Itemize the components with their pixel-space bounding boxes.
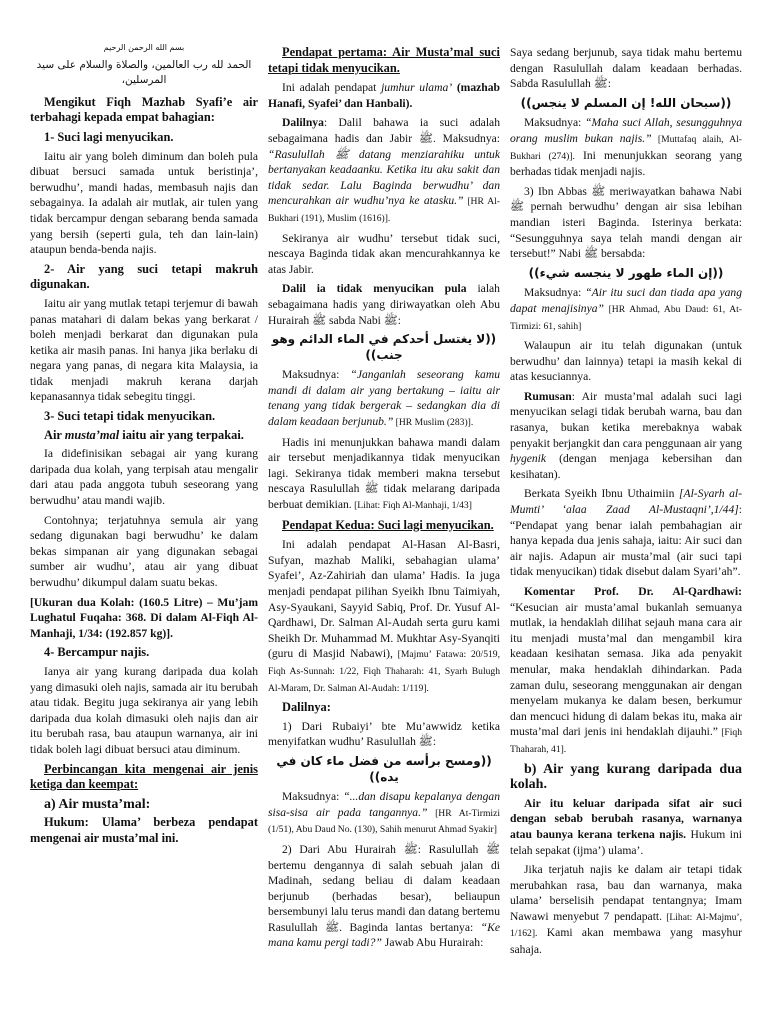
hadith-arabic-4: ((إن الماء طهور لا ينجسه شيء))	[528, 265, 724, 280]
komentar-text: “Kesucian air musta’amal bukanlah semuanya mutlak, ia hendaklah dilihat sejauh mana cara air itu menjadi musta’mal dan mengambil kira keadaan kesihatan semasa. Jika ada penyakit menular, maka hendaklah dihindarkan. Pada zaman dulu, seseorang menggunakan air dengan menyelam mukanya ke dalam besen, berkumur dan mencuci hidung di dalam bekas itu, maka air musta’mal dari jenis ini hendaklah dijauhi.”	[510, 600, 742, 739]
paragraph-definisi: Ia didefinisikan sebagai air yang kurang daripada dua kolah, yang terpisah atau mengalir dari atau pada anggota tubuh seseorang yang berwudhu’ atau mandi wajib.	[30, 447, 258, 508]
paragraph-pendapat-kedua	[268, 537, 500, 696]
hamdalah-arabic: الحمد لله رب العالمين، والصلاة والسلام على سيد المرسلين،	[36, 58, 252, 87]
section-a-heading: a) Air musta’mal:	[44, 796, 151, 812]
maksud-1-ref: [HR Muslim (283)].	[393, 417, 474, 429]
maksud-3-post: Ini menunjukkan seorang yang berhadas tidak menjadi najis.	[510, 148, 742, 179]
maksud-1-pre: Maksudnya:	[282, 368, 351, 382]
maksud-3-ref: [Muttafaq alaih, Al-Bukhari (274)].	[510, 133, 743, 162]
dalil-jabir-text: : Dalil bahawa ia suci adalah sebagaimana hadis dan Jabir ﷺ. Maksudnya:	[268, 116, 500, 145]
perbincangan-heading: Perbincangan kita mengenai air jenis ketiga dan keempat:	[30, 761, 258, 792]
maksud-4-quote: “Air itu suci dan tiada apa yang dapat menajisinya”	[510, 286, 743, 315]
jika-terjatuh-post: Kami akan membawa yang masyhur sahaja.	[510, 926, 742, 957]
abu-hurairah-post: Jawab Abu Hurairah:	[381, 936, 484, 950]
abu-hurairah-pre: 2) Dari Abu Hurairah ﷺ: Rasulullah ﷺ bertemu dengannya di salah sebuah jalan di Madinah, sedang beliau di dalam keadaan berjunub (berhadas besar), beliaupun bersembunyi lalu terus mandi dan datang bertemu Rasulullah ﷺ. Baginda lantas bertanya:	[268, 842, 500, 934]
hadis-ini-ref: [Lihat: Fiqh Al-Manhaji, 1/43]	[351, 500, 472, 512]
paragraph-maksud-1	[268, 367, 500, 430]
paragraph-contohnya: Contohnya; terjatuhnya semula air yang sedang digunakan bagi berwudhu’ ke dalam bekas simpanan air yang digunakan sebagai sumber air wudhu’, atau air yang dibuat berwudhu’ dikumpul dalam suatu bekas.	[30, 513, 258, 589]
column-2	[268, 45, 500, 955]
heading-mustamal	[30, 428, 258, 444]
intro-heading: Mengikut Fiqh Mazhab Syafi’e air terbahagi kepada empat bahagian:	[30, 94, 258, 125]
pendapat-pertama-text: Pendapat pertama: Air Musta’mal suci tetapi tidak menyucikan.	[268, 45, 500, 75]
paragraph-dalil-jabir	[268, 115, 500, 226]
keluar-sifat-post: Hukum ini telah sepakat (ijma’) ulama’.	[510, 827, 742, 857]
paragraph-komentar	[510, 584, 742, 758]
keluar-sifat-bold: Air itu keluar daripada sifat air suci dengan sebab berubah rasanya, warnanya atau baunya kerana terkena najis.	[510, 796, 742, 841]
paragraph-jumhur	[268, 80, 500, 111]
maksud-3-quote: “Maha suci Allah, sesungguhnya orang muslim bukan najis.”	[510, 116, 742, 145]
uthaimiin-pre: Berkata Syeikh Ibnu Uthaimiin	[524, 487, 679, 501]
heading-suci-menyucikan: 1- Suci lagi menyucikan.	[44, 129, 174, 144]
paragraph-maksud-2	[268, 789, 500, 838]
heading-makruh: 2- Air yang suci tetapi makruh digunakan.	[30, 261, 258, 292]
hadis-ini-text: Hadis ini menunjukkan bahawa mandi dalam air tersebut menjadikannya tidak menyucikan lagi. Sekiranya tidak memberi makna tersebut nescaya Rasulullah ﷺ tidak melarang daripada berbuat demikian.	[268, 435, 501, 512]
heading-mustamal-term: musta’mal	[64, 427, 120, 442]
abu-hurairah-quote: “Ke mana kamu pergi tadi?”	[268, 920, 500, 950]
paragraph-hadis-ini	[268, 435, 500, 514]
paragraph-sekiranya: Sekiranya air wudhu’ tersebut tidak suci, nescaya Baginda tidak akan mencurahkannya ke atas Jabir.	[268, 231, 500, 276]
pendapat-pertama-heading	[268, 45, 500, 76]
jika-terjatuh-text: Jika terjatuh najis ke dalam air tetapi tidak merubahkan rasa, bau dan warnanya, maka ulama’ berselisih pendapat tentangnya; Imam Nawawi menyebut 7 pendapatt.	[510, 863, 742, 923]
uthaimiin-post: : “Pendapat yang benar ialah pembahagian air hanya kepada dua jenis sahaja, iaitu: Air suci dan air najis. Adapun air musta’mal (air suci tapi tidak menyucikan) tidak disebut dalam Syari’ah”.	[510, 503, 742, 579]
pendapat-kedua-ref: [Majmu’ Fatawa: 20/519, Fiqh As-Sunnah: 1/22, Fiqh Thaharah: 41, Syarh Bulugh Al-Maram, Dr. Salman Al-Audah: 1/119].	[268, 649, 500, 694]
paragraph-dalil-tidak-menyucikan	[268, 281, 500, 328]
dalilnya-label: Dalilnya	[282, 116, 324, 130]
paragraph-uthaimiin	[510, 486, 742, 580]
pendapat-kedua-text: Ini adalah pendapat Al-Hasan Al-Basri, Sufyan, mazhab Maliki, sebahagian ulama’ Syafei’, Az-Zahiriah dan ulama’ Hadis. Ia juga menjadi pendapat pilihan Syeikh Ibnu Taimiyah, Asy-Syaukani, Sayyid Sabiq, Prof. Dr. Yusuf Al-Qardhawi, Dr. Salman Al-Audah serta guru kami Sheikh Dr. Muhammad M. Mukhtar Asy-Syanqiti (guru di Masjid Nabawi),	[268, 538, 500, 661]
paragraph-makruh: Iaitu air yang mutlak tetapi terjemur di bawah panas matahari di dalam bekas yang berkarat / boleh menjadi berkarat dan digunakan pula ketika air masih panas. Ini hanya jika berlaku di negara yang panas, di negara kita Malaysia, ia tidak menjadi makruh kerana darjah kepanasannya tidak sebegitu tinggi.	[30, 296, 258, 404]
rumusan-term: hygenik	[510, 452, 547, 466]
dalilnya-heading: Dalilnya:	[282, 700, 331, 715]
maksud-1-quote: “Janganlah seseorang kamu mandi di dalam air yang bertakung – iaitu air tenang yang tidak bergerak – sedangkan dia di dalam keadaan berjunub.”	[268, 368, 500, 429]
basmalah-calligraphy: بسم الله الرحمن الرحيم	[103, 43, 185, 52]
paragraph-ibn-abbas: 3) Ibn Abbas ﷺ meriwayatkan bahawa Nabi ﷺ pernah berwudhu’ dengan air sisa lebihan mandian isteri Baginda. Isterinya berkata: “Sesungguhnya saya telah mandi dengan air tersebut!” Nabi ﷺ bersabda:	[510, 184, 742, 261]
heading-mustamal-pre: Air	[44, 427, 65, 442]
dalil-jabir-ref: [HR Al-Bukhari (191), Muslim (1616)].	[268, 196, 500, 224]
dalil-jabir-quote: “Rasulullah ﷺ datang menziarahiku untuk bertanyakan keadaanku. Ketika itu aku sakit dan tidak sedar. Lalu Baginda berwudhu’ dan mencurahkan air wudhu’nya ke atasku.”	[268, 147, 500, 208]
maksud-4-pre: Maksudnya:	[524, 286, 586, 300]
maksud-3-pre: Maksudnya:	[524, 116, 586, 130]
paragraph-rubaiyi: 1) Dari Rubaiyi’ bte Mu’awwidz ketika menyifatkan wudhu’ Rasulullah ﷺ:	[268, 719, 500, 749]
pendapat-kedua-heading: Pendapat Kedua: Suci lagi menyucikan.	[282, 517, 494, 532]
paragraph-suci-menyucikan: Iaitu air yang boleh diminum dan boleh pula dibuat bersuci samada untuk beristinja’, berwudhu’, mandi hadas, membasuh najis dan sebagainya. Ia adalah air mutlak, air tulen yang tidak bercampur dengan sebarang benda samada yang bersih (seperti gula, teh dan lain-lain) ataupun benda-benda najis.	[30, 149, 258, 257]
section-b-heading: b) Air yang kurang daripada dua kolah.	[510, 761, 742, 793]
hadith-arabic-2: ((ومسح برأسه من فضل ماء كان في يده))	[276, 753, 492, 784]
hukum-heading: Hukum: Ulama’ berbeza pendapat mengenai air musta’mal ini.	[30, 815, 258, 845]
komentar-ref: [Fiqh Thaharah, 41].	[510, 727, 742, 755]
maksud-2-pre: Maksudnya:	[282, 790, 344, 804]
maksud-2-quote: “...dan disapu kepalanya dengan sisa-sisa air pada tangannya.”	[268, 790, 500, 819]
dalil-tidak-menyucikan-bold: Dalil ia tidak menyucikan pula	[282, 282, 467, 296]
paragraph-maksud-4	[510, 285, 742, 334]
maksud-4-ref: [HR Ahmad, Abu Daud: 61, At-Tirmizi: 61, sahih]	[510, 303, 742, 332]
paragraph-rumusan	[510, 389, 742, 483]
rumusan-label: Rumusan	[524, 389, 572, 403]
jika-terjatuh-ref: [Lihat: Al-Majmu’, 1/162].	[510, 911, 743, 940]
paragraph-saya-berjunub: Saya sedang berjunub, saya tidak mahu bertemu dengan Rasulullah dalam keadaan berhadas. Sabda Rasulullah ﷺ:	[510, 46, 742, 91]
hadith-arabic-3: ((سبحان الله! إن المسلم لا ينجس))	[520, 95, 732, 110]
komentar-label: Komentar Prof. Dr. Al-Qardhawi:	[524, 585, 742, 598]
paragraph-jika-terjatuh	[510, 862, 742, 958]
paragraph-walaupun: Walaupun air itu telah digunakan (untuk berwudhu’ dan lainnya) tetapi ia masih kekal di atas kesuciannya.	[510, 339, 742, 384]
heading-mustamal-post: iaitu air yang terpakai.	[119, 427, 244, 442]
hadith-arabic-1: ((لا يغتسل أحدكم في الماء الدائم وهو جنب))	[271, 332, 497, 362]
paragraph-abu-hurairah	[268, 842, 500, 951]
paragraph-maksud-3	[510, 115, 742, 179]
dalil-tidak-menyucikan-text: ialah sebagaimana hadis yang diriwayatkan oleh Abu Hurairah ﷺ sabda Nabi ﷺ:	[268, 282, 500, 327]
column-1	[30, 40, 258, 851]
ukuran-kolah: [Ukuran dua Kolah: (160.5 Litre) – Mu’jam Lughatul Fuqaha: 368. Di dalam Al-Fiqh Al-Manhaji, 1/34: (192.857 kg)].	[30, 595, 258, 640]
heading-tidak-menyucikan: 3- Suci tetapi tidak menyucikan.	[44, 409, 216, 424]
heading-najis: 4- Bercampur najis.	[44, 645, 150, 660]
column-3	[510, 45, 742, 962]
rumusan-pre: : Air musta’mal adalah suci lagi menyucikan selagi tidak berubah warna, bau dan rasanya, bukan ketika merebaknya wabak penyakit berjangkit dan cara penggunaan air yang	[510, 389, 742, 450]
paragraph-najis: Ianya air yang kurang daripada dua kolah yang dimasuki oleh najis, samada air itu berubah atau tidak. Begitu juga sekiranya air yang lebih daripada dua kolah dimasuki oleh najis dan air itu berubah rasa, bau ataupun warnanya, air ini tidak boleh lagi dibuat bersuci atau diminum.	[30, 664, 258, 756]
rumusan-post: (dengan menjaga kebersihan dan kesihatan).	[510, 452, 742, 481]
jumhur-post: (mazhab Hanafi, Syafei’ dan Hanbali).	[268, 81, 500, 110]
paragraph-keluar-sifat	[510, 796, 742, 858]
maksud-2-ref: [HR At-Tirmizi (1/51), Abu Daud No. (130), Sahih menurut Ahmad Syakir]	[268, 807, 500, 836]
uthaimiin-source: [Al-Syarh al-Mumti’ ‘alaa Zaad Al-Mustaqni’,1/44]	[510, 487, 742, 517]
jumhur-term: jumhur ulama’	[381, 81, 453, 95]
jumhur-pre: Ini adalah pendapat	[282, 81, 382, 95]
